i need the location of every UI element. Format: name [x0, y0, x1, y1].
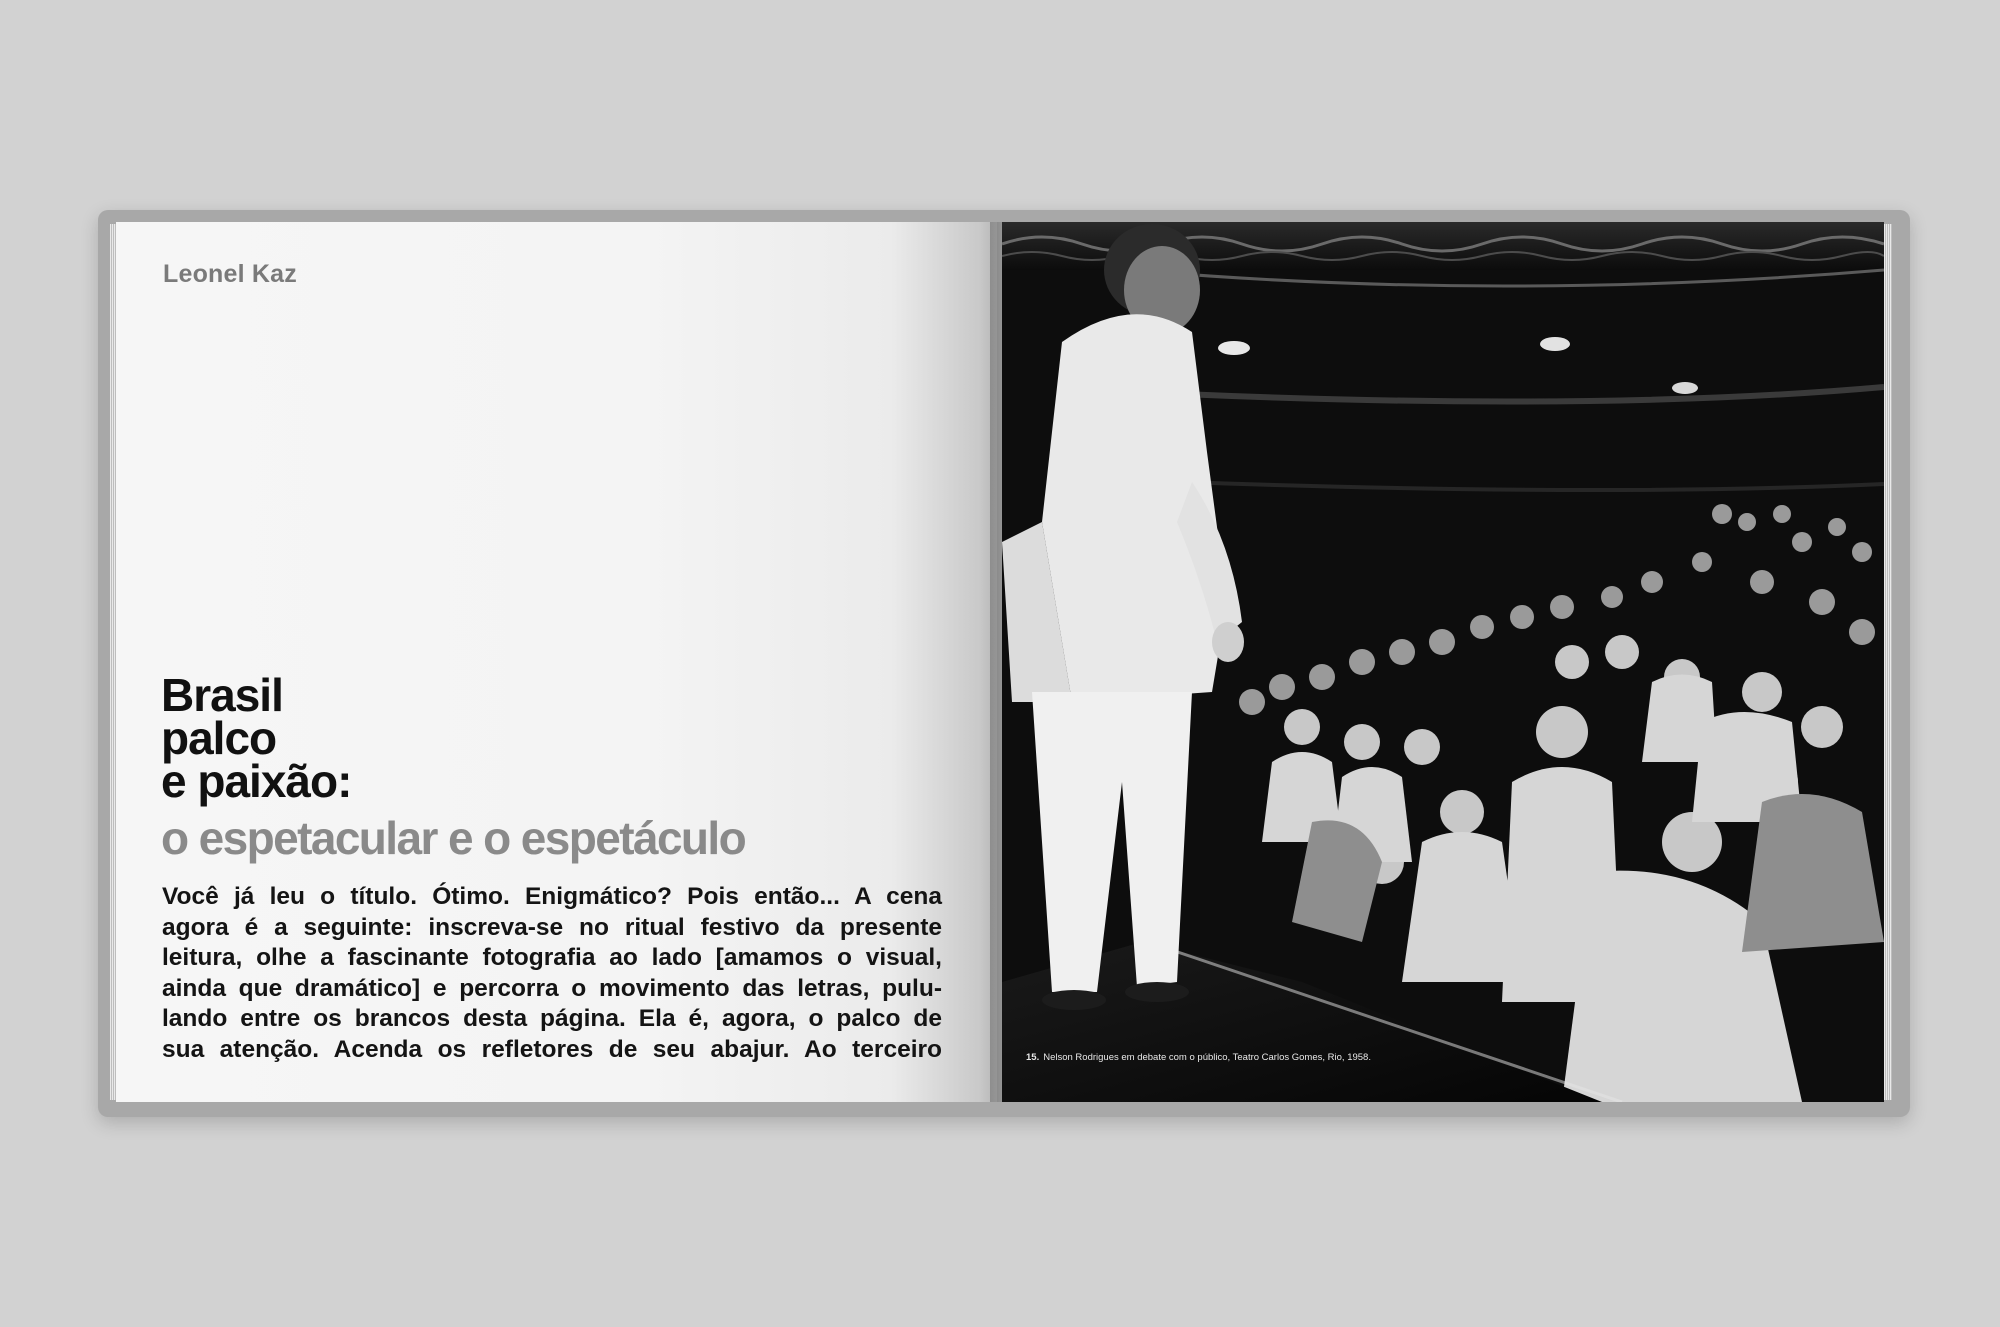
photo-caption [1026, 1052, 1386, 1063]
body-text [162, 882, 942, 1065]
chapter-title [161, 669, 352, 807]
caption-number: 15. [1026, 1052, 1040, 1063]
theatre-photograph [1002, 222, 1884, 1102]
right-page [1002, 222, 1884, 1102]
title-line: Brasil [161, 669, 283, 721]
author-name: Leonel Kaz [163, 260, 297, 288]
body-line: agora é a seguinte: inscreva-se no ritual festivo da presente [162, 913, 942, 941]
body-line: Você já leu o título. Ótimo. Enigmático? Pois então... A cena [162, 883, 942, 910]
title-line: palco [161, 712, 277, 764]
body-line: lando entre os brancos desta página. Ela é, agora, o palco de [162, 1005, 942, 1032]
body-line: sua atenção. Acenda os refletores de seu abajur. Ao terceiro [162, 1035, 942, 1063]
body-line: ainda que dramático] e percorra o movimento das letras, pulu- [162, 974, 942, 1002]
page-edge-right [1884, 224, 1892, 1100]
caption-text: Nelson Rodrigues em debate com o público, Teatro Carlos Gomes, Rio, 1958. [1043, 1052, 1371, 1063]
title-line: e paixão: [161, 755, 352, 807]
left-page [116, 222, 997, 1102]
body-line: leitura, olhe a fascinante fotografia ao lado [amamos o visual, [162, 944, 942, 971]
chapter-subtitle: o espetacular e o espetáculo [161, 812, 746, 864]
